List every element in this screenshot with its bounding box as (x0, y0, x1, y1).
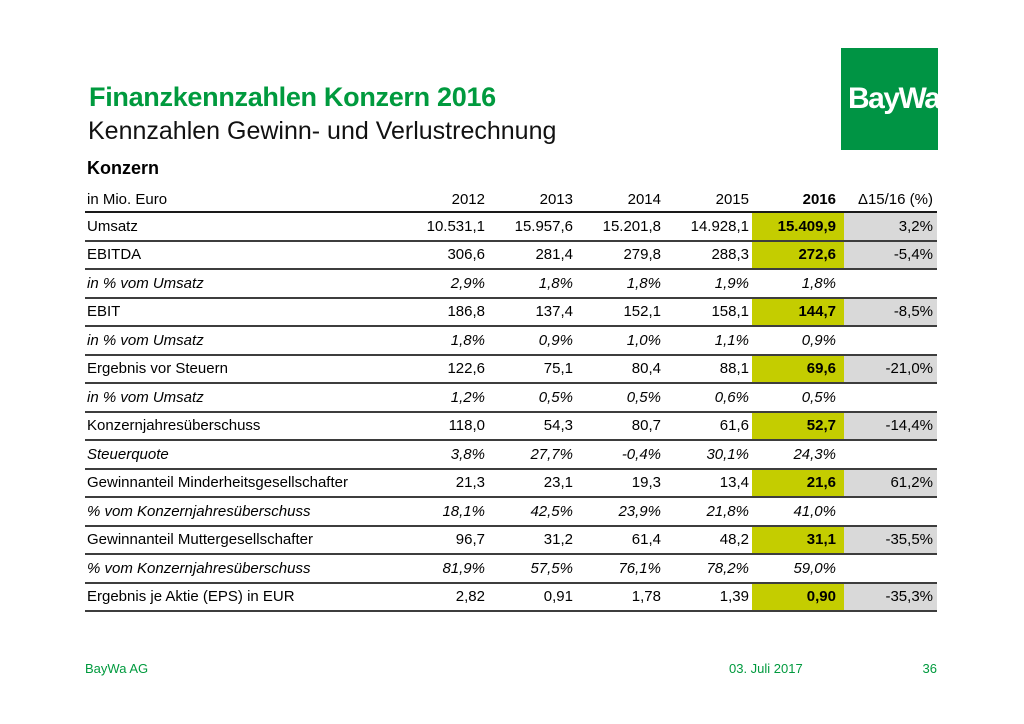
table-row (85, 497, 937, 526)
row-label: Gewinnanteil Minderheitsgesellschafter (85, 469, 400, 498)
value-2016: 24,3% (752, 440, 844, 469)
value-2015: 14.928,1 (664, 212, 752, 241)
value-2013: 42,5% (488, 497, 576, 526)
value-2015: 21,8% (664, 497, 752, 526)
value-2012: 122,6 (400, 355, 488, 384)
value-2012: 3,8% (400, 440, 488, 469)
financial-table (85, 189, 937, 612)
year-header-2014: 2014 (576, 189, 664, 212)
value-2016: 0,90 (752, 583, 844, 612)
value-2016: 52,7 (752, 412, 844, 441)
value-2013: 23,1 (488, 469, 576, 498)
value-2012: 21,3 (400, 469, 488, 498)
value-2016: 21,6 (752, 469, 844, 498)
table-row (85, 212, 937, 241)
value-2014: 279,8 (576, 241, 664, 270)
value-2014: 152,1 (576, 298, 664, 327)
value-2016: 0,9% (752, 326, 844, 355)
value-2016: 69,6 (752, 355, 844, 384)
row-label: Konzernjahresüberschuss (85, 412, 400, 441)
value-delta: -8,5% (844, 298, 937, 327)
value-2013: 0,91 (488, 583, 576, 612)
value-2015: 88,1 (664, 355, 752, 384)
table-row (85, 526, 937, 555)
value-2012: 186,8 (400, 298, 488, 327)
row-label: EBITDA (85, 241, 400, 270)
table-row (85, 469, 937, 498)
value-2013: 0,5% (488, 383, 576, 412)
value-2014: 80,7 (576, 412, 664, 441)
value-delta: -35,5% (844, 526, 937, 555)
value-delta (844, 440, 937, 469)
value-2014: 76,1% (576, 554, 664, 583)
value-2012: 10.531,1 (400, 212, 488, 241)
value-2015: 1,39 (664, 583, 752, 612)
year-header-2012: 2012 (400, 189, 488, 212)
row-label: in % vom Umsatz (85, 269, 400, 298)
table-row (85, 269, 937, 298)
value-2012: 2,82 (400, 583, 488, 612)
row-label: Umsatz (85, 212, 400, 241)
unit-label: in Mio. Euro (85, 189, 400, 212)
value-2013: 57,5% (488, 554, 576, 583)
value-2013: 27,7% (488, 440, 576, 469)
value-2015: 61,6 (664, 412, 752, 441)
footer-page-number: 36 (922, 661, 937, 676)
value-2015: 0,6% (664, 383, 752, 412)
value-2013: 137,4 (488, 298, 576, 327)
value-2016: 272,6 (752, 241, 844, 270)
value-2015: 1,1% (664, 326, 752, 355)
baywa-logo (841, 48, 938, 150)
value-2015: 1,9% (664, 269, 752, 298)
value-2014: -0,4% (576, 440, 664, 469)
value-2015: 48,2 (664, 526, 752, 555)
value-2015: 288,3 (664, 241, 752, 270)
value-delta (844, 383, 937, 412)
row-label: Steuerquote (85, 440, 400, 469)
delta-header: Δ15/16 (%) (844, 189, 937, 212)
row-label: in % vom Umsatz (85, 326, 400, 355)
value-2013: 281,4 (488, 241, 576, 270)
table-row (85, 412, 937, 441)
value-2014: 19,3 (576, 469, 664, 498)
value-2013: 54,3 (488, 412, 576, 441)
value-delta (844, 497, 937, 526)
page-subtitle: Kennzahlen Gewinn- und Verlustrechnung (88, 117, 557, 145)
footer-date: 03. Juli 2017 (729, 661, 803, 676)
value-2016: 1,8% (752, 269, 844, 298)
table-row (85, 298, 937, 327)
value-2016: 0,5% (752, 383, 844, 412)
value-delta: 61,2% (844, 469, 937, 498)
value-2014: 80,4 (576, 355, 664, 384)
table-row (85, 326, 937, 355)
value-2016: 31,1 (752, 526, 844, 555)
year-header-2015: 2015 (664, 189, 752, 212)
row-label: % vom Konzernjahresüberschuss (85, 497, 400, 526)
value-2014: 1,0% (576, 326, 664, 355)
value-delta: 3,2% (844, 212, 937, 241)
value-2015: 13,4 (664, 469, 752, 498)
year-header-2013: 2013 (488, 189, 576, 212)
table-row (85, 241, 937, 270)
value-2014: 23,9% (576, 497, 664, 526)
value-2012: 2,9% (400, 269, 488, 298)
value-2013: 75,1 (488, 355, 576, 384)
value-2014: 0,5% (576, 383, 664, 412)
value-2012: 81,9% (400, 554, 488, 583)
footer-company: BayWa AG (85, 661, 149, 676)
value-delta (844, 326, 937, 355)
table-row (85, 440, 937, 469)
baywa-logo-text: BayWa (848, 81, 940, 115)
value-delta: -35,3% (844, 583, 937, 612)
page-title: Finanzkennzahlen Konzern 2016 (89, 82, 496, 112)
row-label: Gewinnanteil Muttergesellschafter (85, 526, 400, 555)
value-delta (844, 269, 937, 298)
table-row (85, 355, 937, 384)
value-2016: 41,0% (752, 497, 844, 526)
year-header-2016: 2016 (752, 189, 844, 212)
table-row (85, 554, 937, 583)
value-2013: 0,9% (488, 326, 576, 355)
value-delta (844, 554, 937, 583)
value-2012: 118,0 (400, 412, 488, 441)
value-2015: 30,1% (664, 440, 752, 469)
value-2016: 144,7 (752, 298, 844, 327)
value-2014: 1,78 (576, 583, 664, 612)
value-2016: 59,0% (752, 554, 844, 583)
row-label: Ergebnis vor Steuern (85, 355, 400, 384)
row-label: EBIT (85, 298, 400, 327)
value-2014: 15.201,8 (576, 212, 664, 241)
value-2013: 31,2 (488, 526, 576, 555)
value-2013: 1,8% (488, 269, 576, 298)
section-heading: Konzern (87, 158, 159, 178)
value-delta: -5,4% (844, 241, 937, 270)
value-2012: 18,1% (400, 497, 488, 526)
table-header-row (85, 189, 937, 212)
value-2012: 1,2% (400, 383, 488, 412)
value-2016: 15.409,9 (752, 212, 844, 241)
value-2012: 306,6 (400, 241, 488, 270)
value-2015: 158,1 (664, 298, 752, 327)
value-delta: -14,4% (844, 412, 937, 441)
row-label: in % vom Umsatz (85, 383, 400, 412)
value-2012: 1,8% (400, 326, 488, 355)
value-delta: -21,0% (844, 355, 937, 384)
value-2015: 78,2% (664, 554, 752, 583)
table-row (85, 583, 937, 612)
value-2013: 15.957,6 (488, 212, 576, 241)
row-label: Ergebnis je Aktie (EPS) in EUR (85, 583, 400, 612)
value-2014: 61,4 (576, 526, 664, 555)
table-body (85, 212, 937, 611)
value-2012: 96,7 (400, 526, 488, 555)
table-row (85, 383, 937, 412)
row-label: % vom Konzernjahresüberschuss (85, 554, 400, 583)
value-2014: 1,8% (576, 269, 664, 298)
